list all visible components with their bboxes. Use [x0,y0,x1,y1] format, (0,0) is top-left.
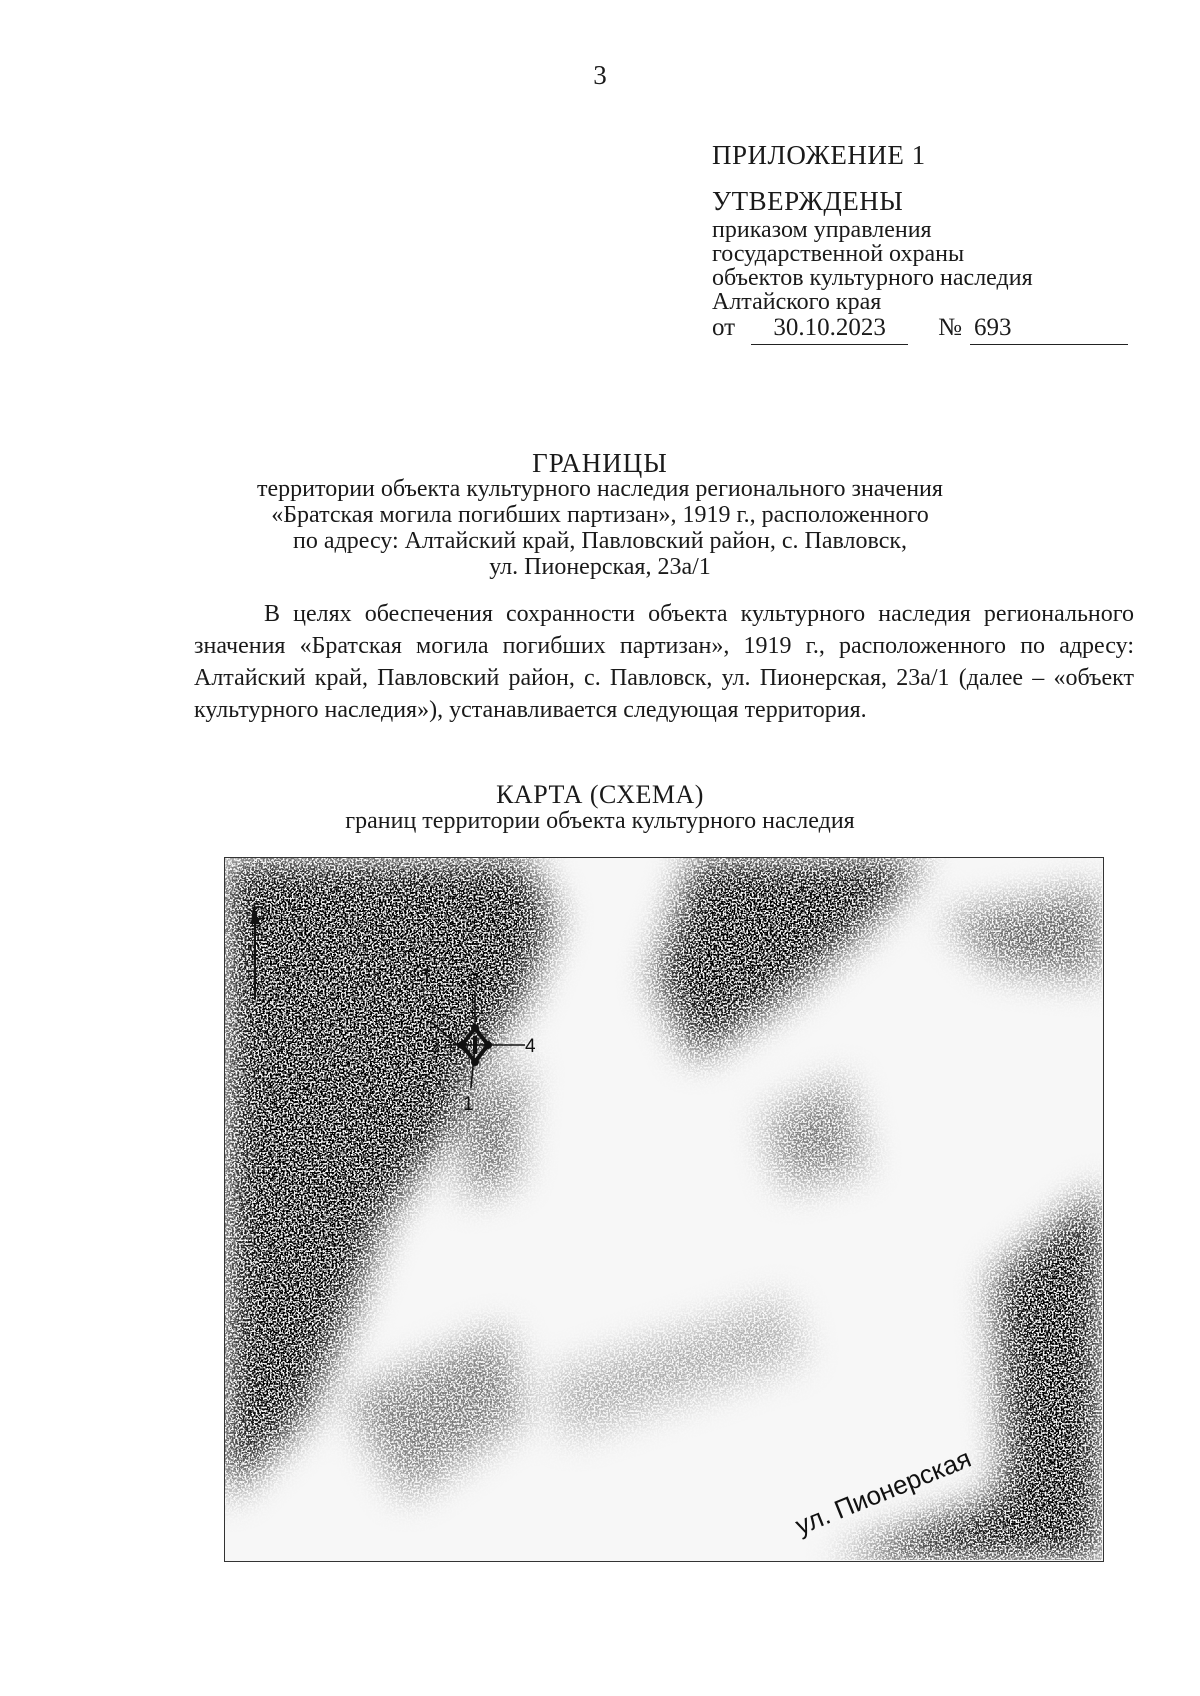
subheading-line: ул. Пионерская, 23а/1 [489,554,711,580]
subheading-line: по адресу: Алтайский край, Павловский район, с. Павловск, [292,528,908,554]
approved-by-line: государственной охраны [712,241,965,267]
approved-by-line: объектов культурного наследия [712,265,1033,291]
approved-by-block [712,218,1132,314]
point-label-3: 3 [469,970,480,991]
number-label: № [938,314,962,341]
subheading-line: территории объекта культурного наследия регионального значения [257,476,943,502]
order-number: 693 [970,314,1128,345]
street-label: ул. Пионерская [791,1442,976,1541]
map-title: КАРТА (СХЕМА) [496,780,704,809]
north-label: С [251,903,266,925]
approved-by-line: приказом управления [712,217,932,243]
point-label-1: 1 [463,1094,474,1115]
point-label-t: Т [421,967,433,988]
body-paragraph: В целях обеспечения сохранности объекта культурного наследия регионального значения «Братская могила погибших партизан», 1919 г., расположенного по адресу: Алтайский край, Павловский район, с. Павловск, ул. Пионерская, 23а/1 (далее – «объект культурного наследия»), устанавливается следующая территория. [194,601,1134,723]
boundary-map [224,857,1104,1562]
map-image [225,858,1102,1560]
point-label-4: 4 [525,1036,536,1057]
map-subtitle: границ территории объекта культурного наследия [345,808,855,834]
subheading-line: «Братская могила погибших партизан», 1919 г., расположенного [271,502,929,528]
document-subheading [240,476,960,580]
approved-by-line: Алтайского края [712,289,882,315]
date-label: от [712,314,736,341]
appendix-title: ПРИЛОЖЕНИЕ 1 [712,140,926,170]
page-number: 3 [593,60,607,90]
approved-label: УТВЕРЖДЕНЫ [712,186,904,216]
point-label-2: 2 [430,1036,441,1057]
order-date: 30.10.2023 [751,314,908,345]
order-date-line [712,314,1128,345]
document-heading: ГРАНИЦЫ [532,448,668,478]
